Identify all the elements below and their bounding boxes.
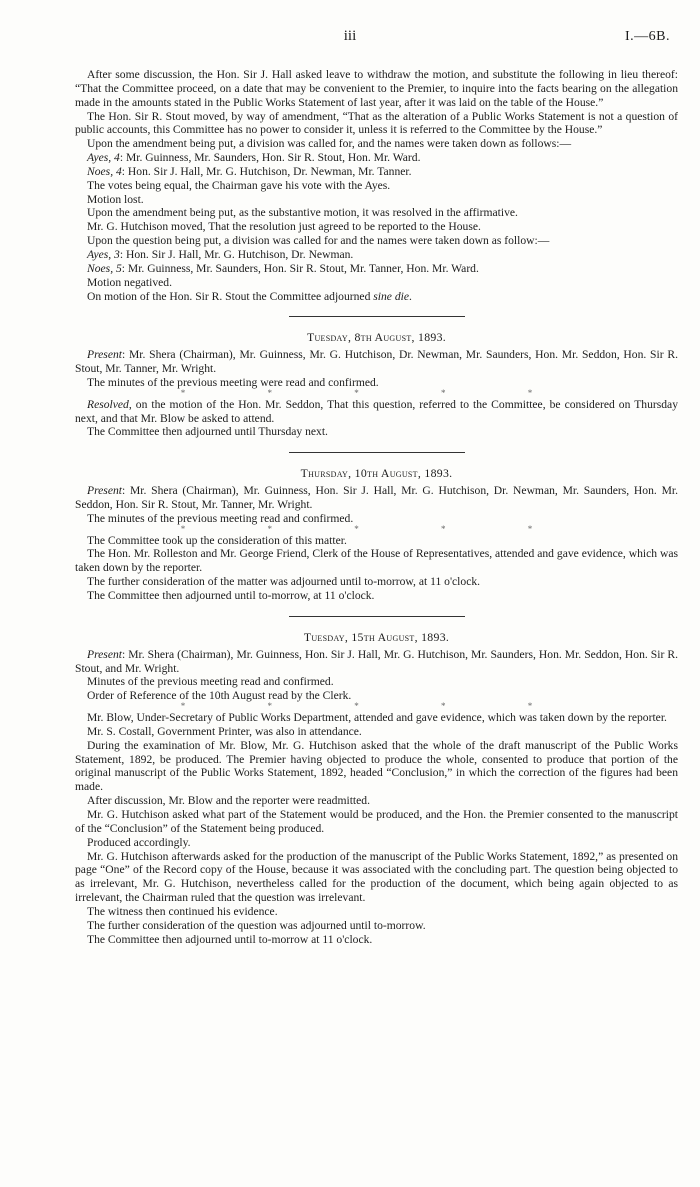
paragraph-resolved — [75, 398, 678, 426]
paragraph-present — [75, 348, 678, 376]
sine-die-text: sine die — [373, 289, 410, 303]
noes-label-2: Noes, 5 — [87, 261, 122, 275]
paragraph-motion-negatived: Motion negatived. — [87, 275, 173, 289]
division-ayes-2 — [75, 248, 678, 262]
paragraph-adjourn: The Committee then adjourned until to-morrow, at 11 o'clock. — [87, 589, 375, 602]
section-meeting-10-august — [75, 467, 678, 603]
section-meeting-15-august — [75, 631, 678, 947]
paragraph-adjourned-sine-die: On motion of the Hon. Sir R. Stout the Committee adjourned sine die. — [87, 289, 412, 303]
present-label: Present — [87, 484, 122, 498]
paragraph-minutes: The minutes of the previous meeting read and confirmed. — [87, 511, 354, 525]
paragraph-present — [75, 648, 678, 676]
paragraph-produced: Produced accordingly. — [87, 835, 191, 849]
division-noes-2 — [75, 262, 678, 276]
document-body — [75, 68, 678, 946]
resolved-text: , on the motion of the Hon. Mr. Seddon, That this question, referred to the Committee, be considered on Thursday next, and that Mr. Blow be asked to attend. — [75, 397, 678, 425]
resolved-label: Resolved — [87, 397, 129, 411]
paragraph-readmitted: After discussion, Mr. Blow and the reporter were readmitted. — [87, 794, 370, 808]
paragraph-casting-vote: The votes being equal, the Chairman gave his vote with the Ayes. — [87, 178, 391, 192]
page-number: iii — [343, 28, 357, 44]
paragraph-minutes: Minutes of the previous meeting read and confirmed. — [87, 675, 334, 689]
paragraph-witness-continued: The witness then continued his evidence. — [87, 904, 278, 918]
section-continued-proceedings — [75, 68, 678, 303]
paragraph-further-consideration: The further consideration of the matter was adjourned until to-morrow, at 11 o'clock. — [87, 575, 481, 589]
paragraph-conclusion-produced: Mr. G. Hutchison asked what part of the Statement would be produced, and the Hon. the Premier consented to the manuscript of the “Conclusion” of the Statement being produced. — [75, 807, 678, 835]
division-noes — [75, 165, 678, 179]
noes-label: Noes, 4 — [87, 164, 122, 178]
paragraph-adjourn: The Committee then adjourned until to-morrow at 11 o'clock. — [87, 932, 373, 946]
document-reference: I.—6B. — [625, 29, 670, 44]
paragraph-costall: Mr. S. Costall, Government Printer, was also in attendance. — [87, 724, 362, 738]
paragraph-evidence: The Hon. Mr. Rolleston and Mr. George Friend, Clerk of the House of Representatives, attended and gave evidence, which was taken down by the reporter. — [75, 547, 678, 575]
section-divider — [289, 616, 465, 617]
paragraph-examination: During the examination of Mr. Blow, Mr. G. Hutchison asked that the whole of the draft manuscript of the Public Works Statement, 1892, be produced. The Premier having objected to produce the whole, consented to produce that portion of the original manuscript of the Public Works Statement, 1892, headed “Conclusion,” in which the correction of the figures had been made. — [75, 738, 678, 794]
ayes-names: : Mr. Guinness, Mr. Saunders, Hon. Sir R. Stout, Hon. Mr. Ward. — [119, 151, 421, 165]
meeting-date-heading: Tuesday, 15th August, 1893. — [303, 629, 450, 644]
paragraph-division-called: Upon the amendment being put, a division was called for, and the names were taken down as follows:— — [87, 137, 572, 151]
noes-names-2: : Mr. Guinness, Mr. Saunders, Hon. Sir R. Stout, Mr. Tanner, Hon. Mr. Ward. — [121, 261, 479, 275]
paragraph-amendment: The Hon. Sir R. Stout moved, by way of amendment, “That as the alteration of a Public Works Statement is not a question of public accounts, this Committee has no power to consider it, unless it is referred to the Committee by the House.” — [75, 109, 678, 137]
section-meeting-8-august — [75, 331, 678, 439]
present-label: Present — [87, 348, 122, 362]
paragraph-second-division: Upon the question being put, a division was called for and the names were taken down as follow:— — [87, 234, 550, 248]
ayes-label-2: Ayes, 3 — [87, 247, 120, 261]
present-members: : Mr. Shera (Chairman), Mr. Guinness, Hon. Sir J. Hall, Mr. G. Hutchison, Dr. Newman, Mr. Saunders, Hon. Mr. Seddon, Hon. Sir R. Stout, Mr. Tanner, Mr. Wright. — [75, 484, 678, 511]
omission-asterisks: * * * * * — [180, 387, 573, 398]
division-ayes — [75, 151, 678, 165]
paragraph-order-of-reference: Order of Reference of the 10th August read by the Clerk. — [87, 689, 352, 703]
omission-asterisks: * * * * * — [180, 701, 573, 712]
paragraph-production-request: Mr. G. Hutchison afterwards asked for the production of the manuscript of the Public Works Statement, 1892,” as presented on page “One” of the Record copy of the House, because it was associated with the concluding part. The question being objected to as irrelevant, Mr. G. Hutchison, nevertheless called for the production of the document, which being again objected to as irrelevant, the Chairman ruled that the question was irrelevant. — [75, 849, 678, 905]
ayes-label: Ayes, 4 — [87, 151, 120, 165]
paragraph-minutes: The minutes of the previous meeting were read and confirmed. — [87, 375, 379, 389]
present-label: Present — [87, 647, 122, 661]
present-members: : Mr. Shera (Chairman), Mr. Guinness, Mr. G. Hutchison, Dr. Newman, Mr. Saunders, Hon. Mr. Seddon, Hon. Sir R. Stout, Mr. Tanner, Mr. Wright. — [75, 348, 678, 376]
paragraph-further-consideration: The further consideration of the question was adjourned until to-morrow. — [87, 918, 426, 932]
paragraph-consideration: The Committee took up the consideration of this matter. — [87, 533, 347, 547]
omission-asterisks: * * * * * — [180, 523, 573, 534]
paragraph-withdraw-motion: After some discussion, the Hon. Sir J. Hall asked leave to withdraw the motion, and substitute the following in lieu thereof: “That the Committee proceed, on a date that may be convenient to the Premier, to inquire into the facts bearing on the allegation made in the amounts stated in the Public Works Statement of last year, after it was laid on the table of the House.” — [75, 68, 678, 109]
paragraph-adjourn: The Committee then adjourned until Thursday next. — [87, 425, 328, 439]
meeting-date-heading: Tuesday, 8th August, 1893. — [306, 330, 447, 345]
present-members: : Mr. Shera (Chairman), Mr. Guinness, Hon. Sir J. Hall, Mr. G. Hutchison, Mr. Saunders, Hon. Mr. Seddon, Hon. Sir R. Stout, and Mr. Wright. — [75, 647, 678, 675]
paragraph-substantive-motion: Upon the amendment being put, as the substantive motion, it was resolved in the affirmative. — [87, 206, 518, 220]
section-divider — [289, 452, 465, 453]
meeting-date-heading: Thursday, 10th August, 1893. — [300, 466, 453, 481]
page-header — [0, 30, 700, 50]
paragraph-motion-lost: Motion lost. — [87, 192, 144, 206]
paragraph-present — [75, 484, 678, 512]
paragraph-report-motion: Mr. G. Hutchison moved, That the resolution just agreed to be reported to the House. — [87, 220, 481, 234]
section-divider — [289, 316, 465, 317]
ayes-names-2: : Hon. Sir J. Hall, Mr. G. Hutchison, Dr. Newman. — [119, 247, 354, 261]
noes-names: : Hon. Sir J. Hall, Mr. G. Hutchison, Dr. Newman, Mr. Tanner. — [121, 164, 412, 178]
paragraph-blow-evidence: Mr. Blow, Under-Secretary of Public Works Department, attended and gave evidence, which was taken down by the reporter. — [87, 711, 667, 725]
